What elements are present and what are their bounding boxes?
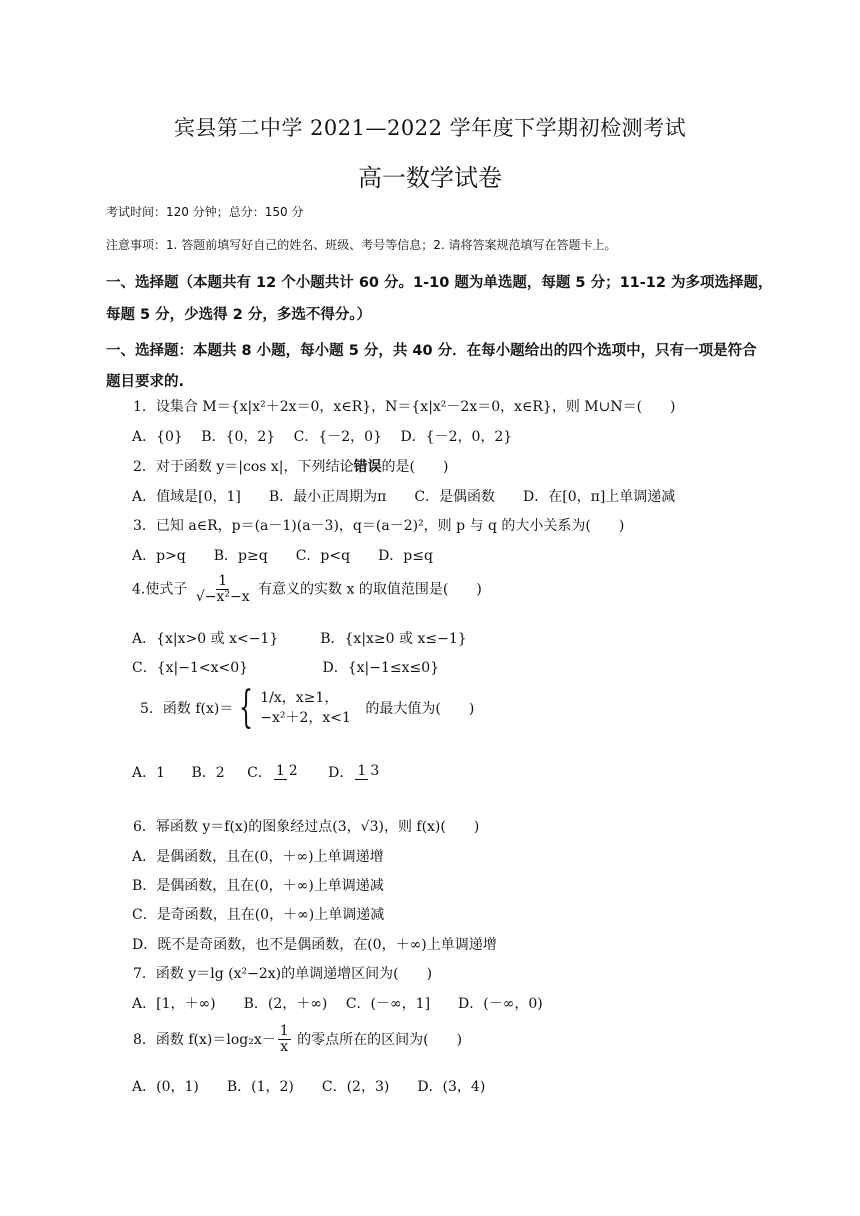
question-5-options <box>132 762 383 782</box>
question-2-stem <box>133 456 448 476</box>
question-4-stem <box>132 574 482 605</box>
fraction-denominator: 2 <box>288 763 298 780</box>
exam-info: 考试时间：120 分钟；总分：150 分 <box>106 205 304 219</box>
fraction-numerator: 1 <box>275 763 285 780</box>
question-4-radicand: −x²−x <box>204 588 250 605</box>
question-2-stem-pre: 2．对于函数 y＝|cos x|，下列结论 <box>133 459 354 475</box>
question-6-option-a: A．是偶函数，且在(0，＋∞)上单调递增 <box>132 849 384 865</box>
section-heading-line2: 每题 5 分，少选得 2 分，多选不得分。） <box>106 307 372 323</box>
section-heading-line1: 一、选择题（本题共有 12 个小题共计 60 分。1-10 题为单选题，每题 5 分；11-12 为多项选择题， <box>106 275 773 291</box>
section-intro-line2: 题目要求的. <box>106 374 185 390</box>
question-5-option-d: D． <box>328 765 354 781</box>
sqrt-sign: √ <box>195 588 205 605</box>
question-6-option-c: C．是奇函数，且在(0，＋∞)上单调递减 <box>132 907 385 923</box>
section-intro-line1: 一、选择题：本题共 8 小题，每小题 5 分，共 40 分．在每小题给出的四个选项中，只有一项是符合 <box>106 343 757 359</box>
fraction-denominator: 3 <box>370 763 380 780</box>
question-5-piecewise <box>260 688 351 729</box>
question-2-stem-emphasis: 错误 <box>353 459 382 475</box>
fraction-numerator: 1 <box>279 1023 289 1039</box>
question-5-option-b: B．2 <box>191 765 225 781</box>
question-5-case-2: −x²＋2，x<1 <box>260 710 351 726</box>
question-4-stem-pre: 4.使式子 <box>132 581 188 598</box>
question-8-stem-pre: 8．函数 f(x)＝log₂x－ <box>133 1032 276 1049</box>
question-5-option-c: C． <box>247 765 272 781</box>
question-5-stem-pre: 5．函数 f(x)＝ <box>140 701 234 717</box>
question-4-fraction <box>194 574 252 605</box>
exam-subtitle: 高一数学试卷 <box>358 164 502 192</box>
question-6-stem-post: )，则 f(x)( ) <box>378 819 480 835</box>
question-2-options: A．值域是[0，1] B．最小正周期为π C．是偶函数 D．在[0，π]上单调递减 <box>132 489 676 505</box>
question-6-option-d: D．既不是奇函数，也不是偶函数，在(0，＋∞)上单调递增 <box>132 937 497 953</box>
exam-notice: 注意事项：1. 答题前填写好自己的姓名、班级、考号等信息；2. 请将答案规范填写在答题卡上。 <box>106 238 617 252</box>
fraction-numerator: 1 <box>357 763 367 780</box>
question-5-option-d-fraction <box>355 764 381 780</box>
question-4-fraction-denominator <box>194 590 252 605</box>
question-4-stem-post: 有意义的实数 x 的取值范围是( ) <box>258 581 482 598</box>
piecewise-brace: { <box>238 682 253 733</box>
question-4-options-row1: A．{x|x>0 或 x<−1} B．{x|x≥0 或 x≤−1} <box>132 631 467 647</box>
fraction-denominator: x <box>280 1038 289 1055</box>
question-5-option-a: A．1 <box>132 765 166 781</box>
question-5-case-1: 1/x，x≥1， <box>260 689 339 706</box>
question-1-options: A．{0} B．{0，2} C．{－2，0} D．{－2，0，2} <box>132 429 513 445</box>
exam-title: 宾县第二中学 2021—2022 学年度下学期初检测考试 <box>173 116 687 140</box>
question-5-stem <box>140 682 475 733</box>
question-5-stem-post: 的最大值为( ) <box>365 701 475 717</box>
question-8-stem <box>133 1024 462 1054</box>
question-6-stem <box>133 816 479 836</box>
question-4-fraction-numerator: 1 <box>218 573 228 589</box>
question-8-stem-post: 的零点所在的区间为( ) <box>297 1032 463 1049</box>
sqrt-sign: √ <box>360 819 370 835</box>
question-1-stem: 1．设集合 M＝{x|x²＋2x＝0，x∈R}，N＝{x|x²－2x＝0，x∈R}，则 M∪N＝( ) <box>133 399 676 415</box>
question-4-options-row2: C．{x|−1<x<0} D．{x|−1≤x≤0} <box>132 660 440 676</box>
question-7-stem: 7．函数 y＝lg (x²−2x)的单调递增区间为( ) <box>133 966 433 982</box>
question-3-options: A．p>q B．p≥q C．p<q D．p≤q <box>132 548 433 564</box>
question-7-options: A．[1，＋∞) B．(2，＋∞) C．(－∞，1] D．(－∞，0) <box>132 996 543 1012</box>
question-6-stem-pre: 6．幂函数 y＝f(x)的图象经过点(3， <box>133 819 361 835</box>
question-3-stem: 3．已知 a∈R，p＝(a－1)(a－3)，q＝(a－2)²，则 p 与 q 的大小关系为( ) <box>133 518 625 534</box>
question-6-option-b: B．是偶函数，且在(0，＋∞)上单调递减 <box>132 878 384 894</box>
question-2-stem-post: 的是( ) <box>381 459 449 475</box>
question-8-fraction <box>278 1024 291 1054</box>
question-5-option-c-fraction <box>274 764 300 780</box>
question-6-radicand: 3 <box>369 819 379 835</box>
question-8-options: A．(0，1) B．(1，2) C．(2，3) D．(3，4) <box>132 1079 486 1095</box>
